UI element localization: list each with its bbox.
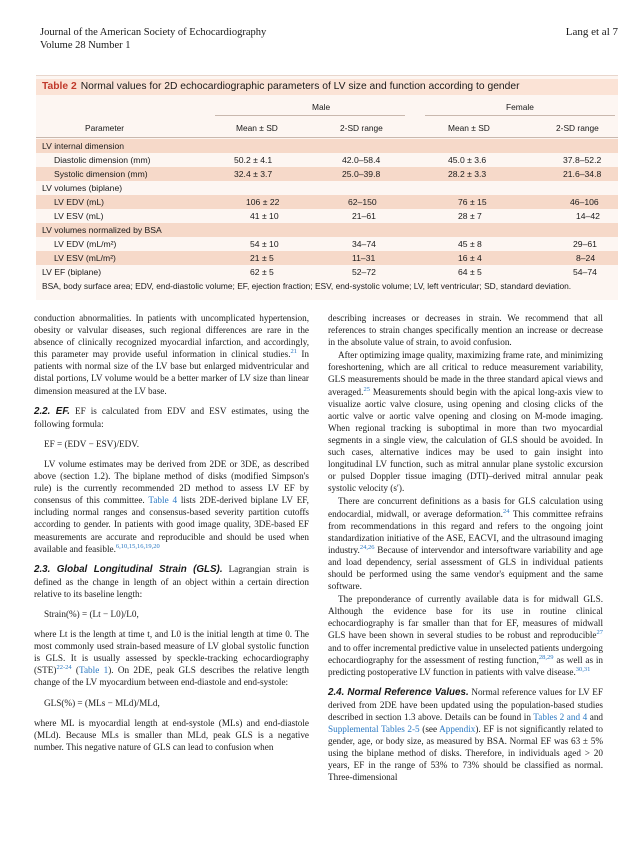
table-number: Table 2 — [42, 81, 77, 92]
section-heading: 2.2. EF. — [34, 405, 70, 417]
text-run: Because of intervendor and intersoftware variability and age and load dependency, serial assessment of GLS in individual patients should be performed using the same vendor's equipment and the same software. — [328, 544, 603, 592]
journal-header — [40, 26, 266, 52]
text-run: where ML is myocardial length at end-systole (MLs) and end-diastole (MLd). Because MLs is smaller than MLd, peak GLS is a negative number. This negative nature of GLS can lead to confusion when — [34, 717, 309, 752]
male-range: 25.0–39.8 — [342, 169, 381, 179]
female-range: 21.6–34.8 — [563, 169, 602, 179]
paragraph — [328, 312, 603, 348]
table-caption-text: Normal values for 2D echocardiographic parameters of LV size and function according to gender — [80, 81, 520, 92]
group-header-male: Male — [312, 102, 331, 112]
equation-ef: EF = (EDV − ESV)/EDV. — [44, 438, 140, 449]
citation-link[interactable]: 25 — [363, 385, 370, 393]
male-range: 42.0–58.4 — [342, 155, 381, 165]
text-run: lists 2DE-derived biplane LV EF, including normal ranges and consensus-based severity partition cutoffs according to gender. In patients with good image quality, 3DE-based EF measurements are accurate and reproducible and should be used when available and feasible. — [34, 495, 309, 554]
text-run: conduction abnormalities. In patients with uncomplicated hypertension, obesity or valvular diseases, such regional differences are rare in the absence of clinically recognized myocardial infarction, and accordingly, this parameter may provide useful information in clinical studies. — [34, 313, 309, 360]
female-range: 46–106 — [570, 197, 599, 207]
journal-title: Journal of the American Society of Echocardiography — [40, 27, 267, 38]
row-label: LV EDV (mL) — [54, 197, 104, 207]
paragraph: where Lt is the length at time t, and L0 is the initial length at time 0. The most commonly used strain-based measure of LV global systolic function is GLS. It is usually assessed by speckle-tracking echocardiography (STE)$^{22-24}$ (Table 1). On 2DE, peak GLS describes the relative length change of the LV myocardium between end-diastole and end-systole: — [34, 629, 310, 688]
female-range: 54–74 — [573, 267, 597, 277]
row-label: LV volumes (biplane) — [42, 183, 123, 193]
table-link[interactable]: Table 1 — [79, 665, 109, 676]
table-row — [36, 139, 618, 153]
table-row — [36, 195, 618, 209]
appendix-link[interactable]: Appendix — [439, 724, 476, 735]
paragraph — [34, 563, 309, 600]
text-run: Normal reference values for LV EF derived from 2DE have been updated using the population-based studies described in section 1.3 above. Details can be found in — [328, 686, 603, 722]
male-range: 52–72 — [352, 267, 376, 277]
left-column — [34, 312, 309, 754]
citation-link[interactable]: 6,10,15,16,19,20 — [115, 542, 160, 550]
paragraph — [34, 405, 309, 430]
footnote-text: BSA, body surface area; EDV, end-diastolic volume; EF, ejection fraction; ESV, end-systolic volume; LV, left ventricular; SD, standard deviation. — [42, 281, 572, 291]
row-label: LV EF (biplane) — [42, 267, 102, 277]
table-row — [36, 181, 618, 195]
text-run: Measurements should begin with the apical long-axis view to visualize aortic valve closure, using opening and closing clicks of the aortic valve or aortic valve opening and closing on M-mode imaging. When regional tracking is suboptimal in more than two myocardial segments in a single view, the calculation of GLS should be avoided. In such cases, alternative indices may be used to gain insight into longitudinal LV function, such as mitral annular plane systolic excursion or pulsed Doppler tissue imaging (DTI)–derived mitral annular peak systolic velocity (s′). — [328, 386, 603, 494]
text-run: This committee refrains from recommendations in this regard and refers to the ongoing joint standardization initiative of the ASE, EACVI, and the ultrasound imaging industry. — [328, 508, 603, 555]
col-header-range-male: 2-SD range — [340, 123, 383, 133]
text-run: After optimizing image quality, maximizing frame rate, and minimizing foreshortening, which are all critical to reduce measurement variability, GLS measurements should be made in the three standard apical views and averaged. — [328, 350, 603, 397]
table-row — [36, 223, 618, 237]
row-label: LV ESV (mL) — [54, 211, 104, 221]
group-rule-female — [425, 115, 615, 116]
text-run: Lagrangian strain is defined as the change in length of an object within a certain direction relative to its baseline length: — [34, 563, 309, 599]
table-row — [36, 237, 618, 251]
citation-link[interactable]: 24,26 — [359, 543, 375, 551]
supplement-link[interactable]: Supplemental Tables 2-5 — [328, 724, 420, 735]
male-range: 11–31 — [352, 253, 376, 263]
male-mean: 106 ± 22 — [246, 197, 280, 207]
text-run: There are concurrent definitions as a basis for GLS calculation using endocardial, midwall, or average deformation. — [328, 496, 603, 519]
row-label: LV volumes normalized by BSA — [42, 225, 162, 235]
paragraph — [328, 593, 603, 678]
section-heading: 2.3. Global Longitudinal Strain (GLS). — [34, 563, 223, 575]
female-range: 37.8–52.2 — [563, 155, 602, 165]
male-mean: 32.4 ± 3.7 — [234, 169, 273, 179]
text-run: and — [587, 712, 604, 722]
text-run: The preponderance of currently available data is for midwall GLS. Although the evidence base for its use in routine clinical echocardiography is far smaller than that for EF, measures of midwall GLS have been shown in several studies to be robust and reproducible — [328, 594, 603, 641]
group-header-female: Female — [506, 102, 534, 112]
paragraph — [34, 312, 309, 397]
citation-link[interactable]: 27 — [596, 629, 603, 637]
citation-link[interactable]: 28,29 — [538, 653, 554, 661]
text-run: and to offer incremental predictive value in unselected patients undergoing echocardiography for the assessment of resting function, — [328, 642, 603, 665]
table-row — [36, 265, 618, 279]
table-row — [36, 153, 618, 167]
male-mean: 50.2 ± 4.1 — [234, 155, 273, 165]
male-mean: 41 ± 10 — [250, 211, 279, 221]
table-row — [36, 251, 618, 265]
row-label: Diastolic dimension (mm) — [54, 155, 151, 165]
table-row — [36, 209, 618, 223]
right-column — [328, 312, 603, 785]
text-run: ). EF is not significantly related to gender, age, or body size, as measured by BSA. Normal EF was 63 ± 5% using the biplane method of disks. Therefore, in individuals aged > 20 years, EF in the range of 53% to 73% should be classified as normal. Three-dimensional — [328, 724, 603, 783]
row-label: LV internal dimension — [42, 141, 125, 151]
text-run: (see — [419, 724, 440, 735]
table-row — [36, 167, 618, 181]
table-footnote — [36, 281, 618, 291]
row-label: LV EDV (mL/m²) — [54, 239, 117, 249]
col-header-parameter: Parameter — [85, 123, 125, 133]
table-link[interactable]: Table 4 — [148, 495, 178, 506]
running-head: Lang et al 7 — [565, 26, 618, 38]
paragraph — [328, 495, 603, 592]
female-mean: 28.2 ± 3.3 — [448, 169, 487, 179]
table-link[interactable]: Tables 2 and 4 — [533, 712, 588, 722]
female-mean: 45.0 ± 3.6 — [448, 155, 487, 165]
text-run: as well as in predicting postoperative LV function in patients with valve disease. — [328, 654, 603, 677]
text-run: LV volume estimates may be derived from 2DE or 3DE, as described above (section 1.2). The biplane method of disks (modified Simpson's rule) is the currently recommended 2D method to assess LV EF by consensus of this committee. — [34, 458, 309, 506]
citation-link[interactable]: 30,31 — [575, 665, 591, 673]
male-mean: 54 ± 10 — [250, 239, 279, 249]
female-range: 8–24 — [576, 253, 596, 263]
female-range: 29–61 — [573, 239, 597, 249]
female-mean: 64 ± 5 — [458, 267, 482, 277]
male-mean: 62 ± 5 — [250, 267, 274, 277]
section-heading: 2.4. Normal Reference Values. — [328, 686, 469, 698]
equation-strain: Strain(%) = (Lt − L0)/L0, — [44, 608, 139, 619]
male-range: 21–61 — [352, 211, 376, 221]
female-range: 14–42 — [576, 211, 600, 221]
citation-link[interactable]: 22-24 — [56, 664, 72, 672]
citation-link[interactable]: 21 — [290, 348, 297, 356]
header-rule — [36, 137, 618, 138]
equation-gls: GLS(%) = (MLs − MLd)/MLd, — [44, 697, 160, 708]
paragraph — [328, 686, 603, 784]
paragraph — [328, 349, 603, 494]
female-mean: 28 ± 7 — [458, 211, 482, 221]
table-caption — [36, 79, 618, 95]
row-label: LV ESV (mL/m²) — [54, 253, 116, 263]
col-header-range-female: 2-SD range — [556, 123, 599, 133]
text-run: In patients with normal size of the LV base but enlarged midventricular and distal portions, LV volume would be a better marker of LV size than linear dimension measured at the LV base. — [34, 349, 310, 396]
text-run: where Lt is the length at time t, and L0 is the initial length at time 0. The most commonly used strain-based measure of LV global systolic function is GLS. It is usually assessed by speckle-tracking echocardiography (STE) — [34, 629, 309, 676]
col-header-mean-sd-female: Mean ± SD — [448, 123, 490, 133]
female-mean: 16 ± 4 — [458, 253, 482, 263]
text-run: . On 2DE, peak GLS describes the relative length change of the LV myocardium between end-diastole and end-systole: — [34, 665, 310, 688]
text-run: EF is calculated from EDV and ESV estimates, using the following formula: — [34, 405, 309, 429]
male-range: 34–74 — [352, 239, 376, 249]
male-range: 62–150 — [348, 197, 377, 207]
journal-volume: Volume 28 Number 1 — [40, 40, 131, 51]
text-run: describing increases or decreases in strain. We recommend that all references to strain changes specifically mention an increase or decrease in the absolute value of strain, to avoid confusion. — [328, 313, 603, 348]
male-mean: 21 ± 5 — [250, 253, 274, 263]
citation-link[interactable]: 24 — [502, 507, 510, 515]
female-mean: 76 ± 15 — [458, 197, 487, 207]
col-header-mean-sd-male: Mean ± SD — [236, 123, 278, 133]
group-rule-male — [215, 115, 405, 116]
row-label: Systolic dimension (mm) — [54, 169, 148, 179]
paragraph — [34, 458, 309, 555]
female-mean: 45 ± 8 — [458, 239, 482, 249]
paragraph — [34, 717, 309, 753]
